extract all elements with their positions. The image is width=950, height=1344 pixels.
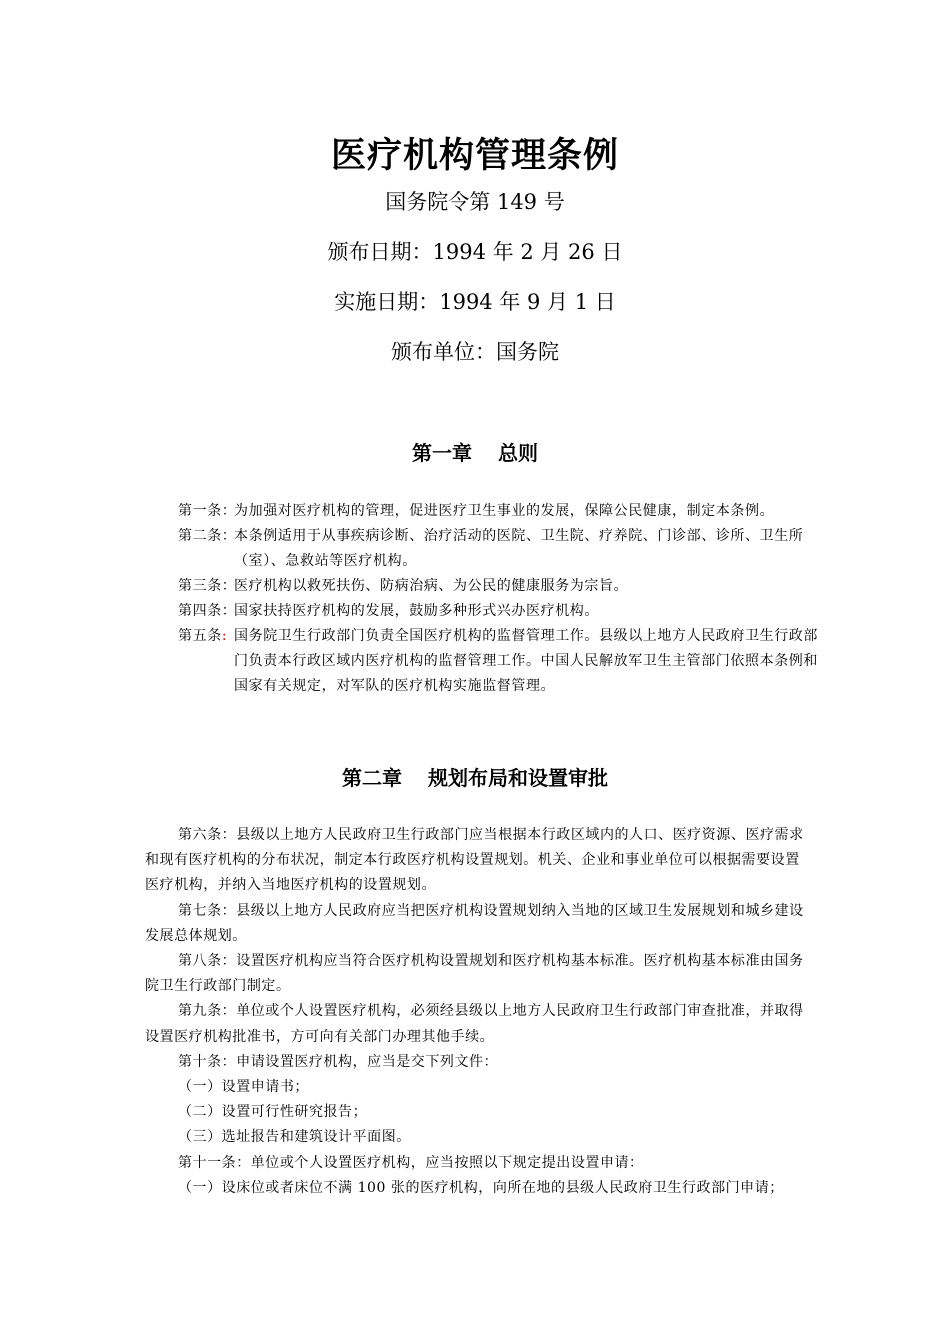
issue-date: 颁布日期：1994 年 2 月 26 日 xyxy=(327,240,623,264)
chapter-2-body xyxy=(145,823,810,1201)
article-text: 本条例适用于从事疾病诊断、治疗活动的医院、卫生院、疗养院、门诊部、诊所、卫生所（室）、急救站等医疗机构。 xyxy=(234,528,804,569)
paragraph: 第八条：设置医疗机构应当符合医疗机构设置规划和医疗机构基本标准。医疗机构基本标准由国务院卫生行政部门制定。 xyxy=(145,953,804,995)
list-item: （一）设置申请书； xyxy=(178,1079,309,1096)
article-text: 国家扶持医疗机构的发展，鼓励多种形式兴办医疗机构。 xyxy=(234,603,599,619)
paragraph: 第十一条：单位或个人设置医疗机构，应当按照以下规定提出设置申请： xyxy=(178,1154,644,1171)
chapter-1-articles xyxy=(178,499,818,699)
article-item xyxy=(178,624,818,699)
article-label: 第一条： xyxy=(178,503,237,519)
chapter-2-heading xyxy=(0,762,950,791)
document-title: 医疗机构管理条例 xyxy=(330,135,619,176)
list-item: （二）设置可行性研究报告； xyxy=(178,1104,368,1121)
article-text: 为加强对医疗机构的管理，促进医疗卫生事业的发展，保障公民健康，制定本条例。 xyxy=(234,503,775,519)
chapter-2-name: 规划布局和设置审批 xyxy=(428,766,608,790)
chapter-1-name: 总则 xyxy=(498,441,538,465)
issuer: 颁布单位：国务院 xyxy=(391,340,559,364)
article-item xyxy=(178,599,818,624)
paragraph: 第十条：申请设置医疗机构，应当是交下列文件： xyxy=(178,1053,499,1070)
article-label: 第五条: xyxy=(178,628,228,644)
list-item: （一）设床位或者床位不满 100 张的医疗机构，向所在地的县级人民政府卫生行政部门申请； xyxy=(178,1179,784,1196)
article-text: 医疗机构以救死扶伤、防病治病、为公民的健康服务为宗旨。 xyxy=(234,578,629,594)
article-text: 国务院卫生行政部门负责全国医疗机构的监督管理工作。县级以上地方人民政府卫生行政部门负责本行政区域内医疗机构的监督管理工作。中国人民解放军卫生主管部门依照本条例和国家有关规定，对军队的医疗机构实施监督管理。 xyxy=(234,628,818,694)
list-item: （三）选址报告和建筑设计平面图。 xyxy=(178,1129,411,1146)
paragraph: 第九条：单位或个人设置医疗机构，必须经县级以上地方人民政府卫生行政部门审查批准，并取得设置医疗机构批准书，方可向有关部门办理其他手续。 xyxy=(145,1003,804,1045)
paragraph: 第七条：县级以上地方人民政府应当把医疗机构设置规划纳入当地的区域卫生发展规划和城乡建设发展总体规划。 xyxy=(145,902,804,944)
article-label: 第二条： xyxy=(178,528,237,544)
chapter-2-number: 第二章 xyxy=(342,766,402,790)
effective-date: 实施日期：1994 年 9 月 1 日 xyxy=(334,290,616,314)
order-number: 国务院令第 149 号 xyxy=(385,190,565,214)
article-item xyxy=(178,574,818,599)
paragraph: 第六条：县级以上地方人民政府卫生行政部门应当根据本行政区域内的人口、医疗资源、医疗需求和现有医疗机构的分布状况，制定本行政医疗机构设置规划。机关、企业和事业单位可以根据需要设置医疗机构，并纳入当地医疗机构的设置规划。 xyxy=(145,827,804,894)
chapter-1-number: 第一章 xyxy=(412,441,472,465)
chapter-1-heading xyxy=(0,437,950,466)
article-item xyxy=(178,524,818,574)
article-item xyxy=(178,499,818,524)
article-label: 第四条： xyxy=(178,603,237,619)
article-label: 第三条： xyxy=(178,578,237,594)
